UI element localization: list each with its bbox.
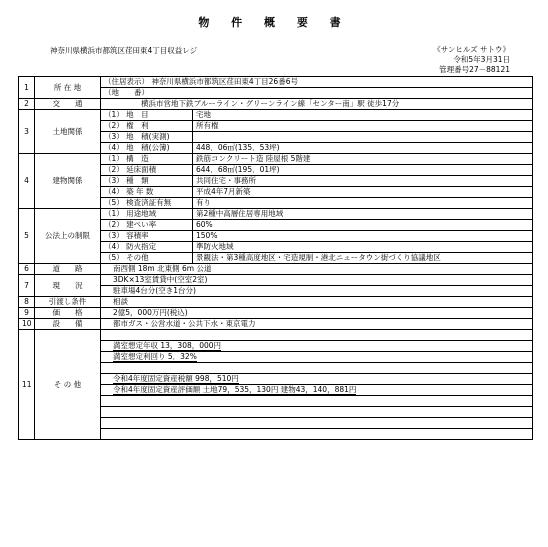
item-value: 150% bbox=[193, 231, 533, 242]
item-key: （4） 築 年 数 bbox=[101, 187, 193, 198]
row-number: 2 bbox=[19, 99, 35, 110]
annual-income: 満室想定年収 13，308，000円 bbox=[113, 341, 222, 350]
transport-value: 横浜市営地下鉄ブルーライン・グリーンライン線「センター南」駅 徒歩17分 bbox=[101, 99, 533, 110]
row-number: 3 bbox=[19, 110, 35, 154]
delivery-value: 相談 bbox=[101, 297, 533, 308]
row-number: 5 bbox=[19, 209, 35, 264]
table-row bbox=[19, 154, 533, 165]
item-key: （4） 地 積(公簿) bbox=[101, 143, 193, 154]
other-line bbox=[101, 385, 533, 396]
other-line bbox=[101, 407, 533, 418]
other-line bbox=[101, 429, 533, 440]
row-label: 設 備 bbox=[35, 319, 101, 330]
other-line bbox=[101, 396, 533, 407]
header-info bbox=[433, 45, 510, 75]
company-name: 《サンヒルズ サトウ》 bbox=[433, 45, 510, 54]
facilities-value: 都市ガス・公営水道・公共下水・東京電力 bbox=[101, 319, 533, 330]
row-number: 10 bbox=[19, 319, 35, 330]
item-value: 共同住宅・事務所 bbox=[193, 176, 533, 187]
table-row bbox=[19, 264, 533, 275]
status-line-1: 3DK×13室賃貸中(空室2室) bbox=[101, 275, 533, 286]
row-number: 6 bbox=[19, 264, 35, 275]
property-table bbox=[18, 76, 533, 440]
row-number: 11 bbox=[19, 330, 35, 440]
row-label: 道 路 bbox=[35, 264, 101, 275]
item-value: 448．06㎡(135．53坪) bbox=[193, 143, 533, 154]
row-label: そ の 他 bbox=[35, 330, 101, 440]
item-value: 鉄筋コンクリート造 陸屋根 5階建 bbox=[193, 154, 533, 165]
row-label: 土地関係 bbox=[35, 110, 101, 154]
page-title: 物 件 概 要 書 bbox=[198, 16, 350, 29]
table-row bbox=[19, 99, 533, 110]
row-number: 8 bbox=[19, 297, 35, 308]
table-row bbox=[19, 275, 533, 286]
item-key: （2） 建ぺい率 bbox=[101, 220, 193, 231]
row-number: 1 bbox=[19, 77, 35, 99]
address-display: （住居表示） 神奈川県横浜市都筑区荏田東4丁目26番6号 bbox=[101, 77, 533, 88]
row-label: 所 在 地 bbox=[35, 77, 101, 99]
table-row bbox=[19, 308, 533, 319]
item-key: （2） 権 利 bbox=[101, 121, 193, 132]
status-line-2: 駐車場4台分(空き1台分) bbox=[101, 286, 533, 297]
property-name: 神奈川県横浜市都筑区荏田東4丁目収益レジ bbox=[50, 46, 198, 55]
row-label: 交 通 bbox=[35, 99, 101, 110]
table-row bbox=[19, 209, 533, 220]
other-line bbox=[101, 418, 533, 429]
row-label: 建物関係 bbox=[35, 154, 101, 209]
row-label: 引渡し条件 bbox=[35, 297, 101, 308]
other-line bbox=[101, 330, 533, 341]
item-key: （5） その他 bbox=[101, 253, 193, 264]
table-row bbox=[19, 330, 533, 341]
item-value: 有り bbox=[193, 198, 533, 209]
item-value: 宅地 bbox=[193, 110, 533, 121]
road-value: 南西側 18m 北東側 6m 公道 bbox=[101, 264, 533, 275]
row-label: 価 格 bbox=[35, 308, 101, 319]
item-key: （1） 用途地域 bbox=[101, 209, 193, 220]
item-value: 平成4年7月新築 bbox=[193, 187, 533, 198]
item-value: 644．68㎡(195．01坪) bbox=[193, 165, 533, 176]
item-value: 60% bbox=[193, 220, 533, 231]
yield: 満室想定利回り 5．32% bbox=[113, 352, 197, 361]
other-line bbox=[101, 341, 533, 352]
row-number: 4 bbox=[19, 154, 35, 209]
property-tax: 令和4年度固定資産税額 998，510円 bbox=[113, 374, 239, 383]
table-row bbox=[19, 297, 533, 308]
item-value: 所有権 bbox=[193, 121, 533, 132]
item-key: （4） 防火指定 bbox=[101, 242, 193, 253]
row-number: 7 bbox=[19, 275, 35, 297]
table-row bbox=[19, 77, 533, 88]
item-key: （3） 地 積(実測) bbox=[101, 132, 193, 143]
assessed-value: 令和4年度固定資産評価額 土地79，535，130円 建物43，140，881円 bbox=[113, 385, 357, 394]
other-line bbox=[101, 352, 533, 363]
table-row bbox=[19, 319, 533, 330]
table-row bbox=[19, 110, 533, 121]
item-key: （5） 検査済証有無 bbox=[101, 198, 193, 209]
item-value: 準防火地域 bbox=[193, 242, 533, 253]
row-number: 9 bbox=[19, 308, 35, 319]
item-value: 景観法・第3種高度地区・宅造規制・港北ニュータウン街づくり協議地区 bbox=[193, 253, 533, 264]
price-value: 2億5，000万円(税込) bbox=[101, 308, 533, 319]
item-key: （3） 種 類 bbox=[101, 176, 193, 187]
item-key: （1） 地 目 bbox=[101, 110, 193, 121]
row-label: 公法上の制限 bbox=[35, 209, 101, 264]
address-lot: （地 番） bbox=[101, 88, 533, 99]
item-value: 第2種中高層住居専用地域 bbox=[193, 209, 533, 220]
control-number: 管理番号27－88121 bbox=[439, 65, 510, 74]
item-value bbox=[193, 132, 533, 143]
row-label: 現 況 bbox=[35, 275, 101, 297]
document-date: 令和5年3月31日 bbox=[453, 55, 510, 64]
item-key: （1） 構 造 bbox=[101, 154, 193, 165]
item-key: （3） 容積率 bbox=[101, 231, 193, 242]
other-line bbox=[101, 374, 533, 385]
other-line bbox=[101, 363, 533, 374]
item-key: （2） 延床面積 bbox=[101, 165, 193, 176]
